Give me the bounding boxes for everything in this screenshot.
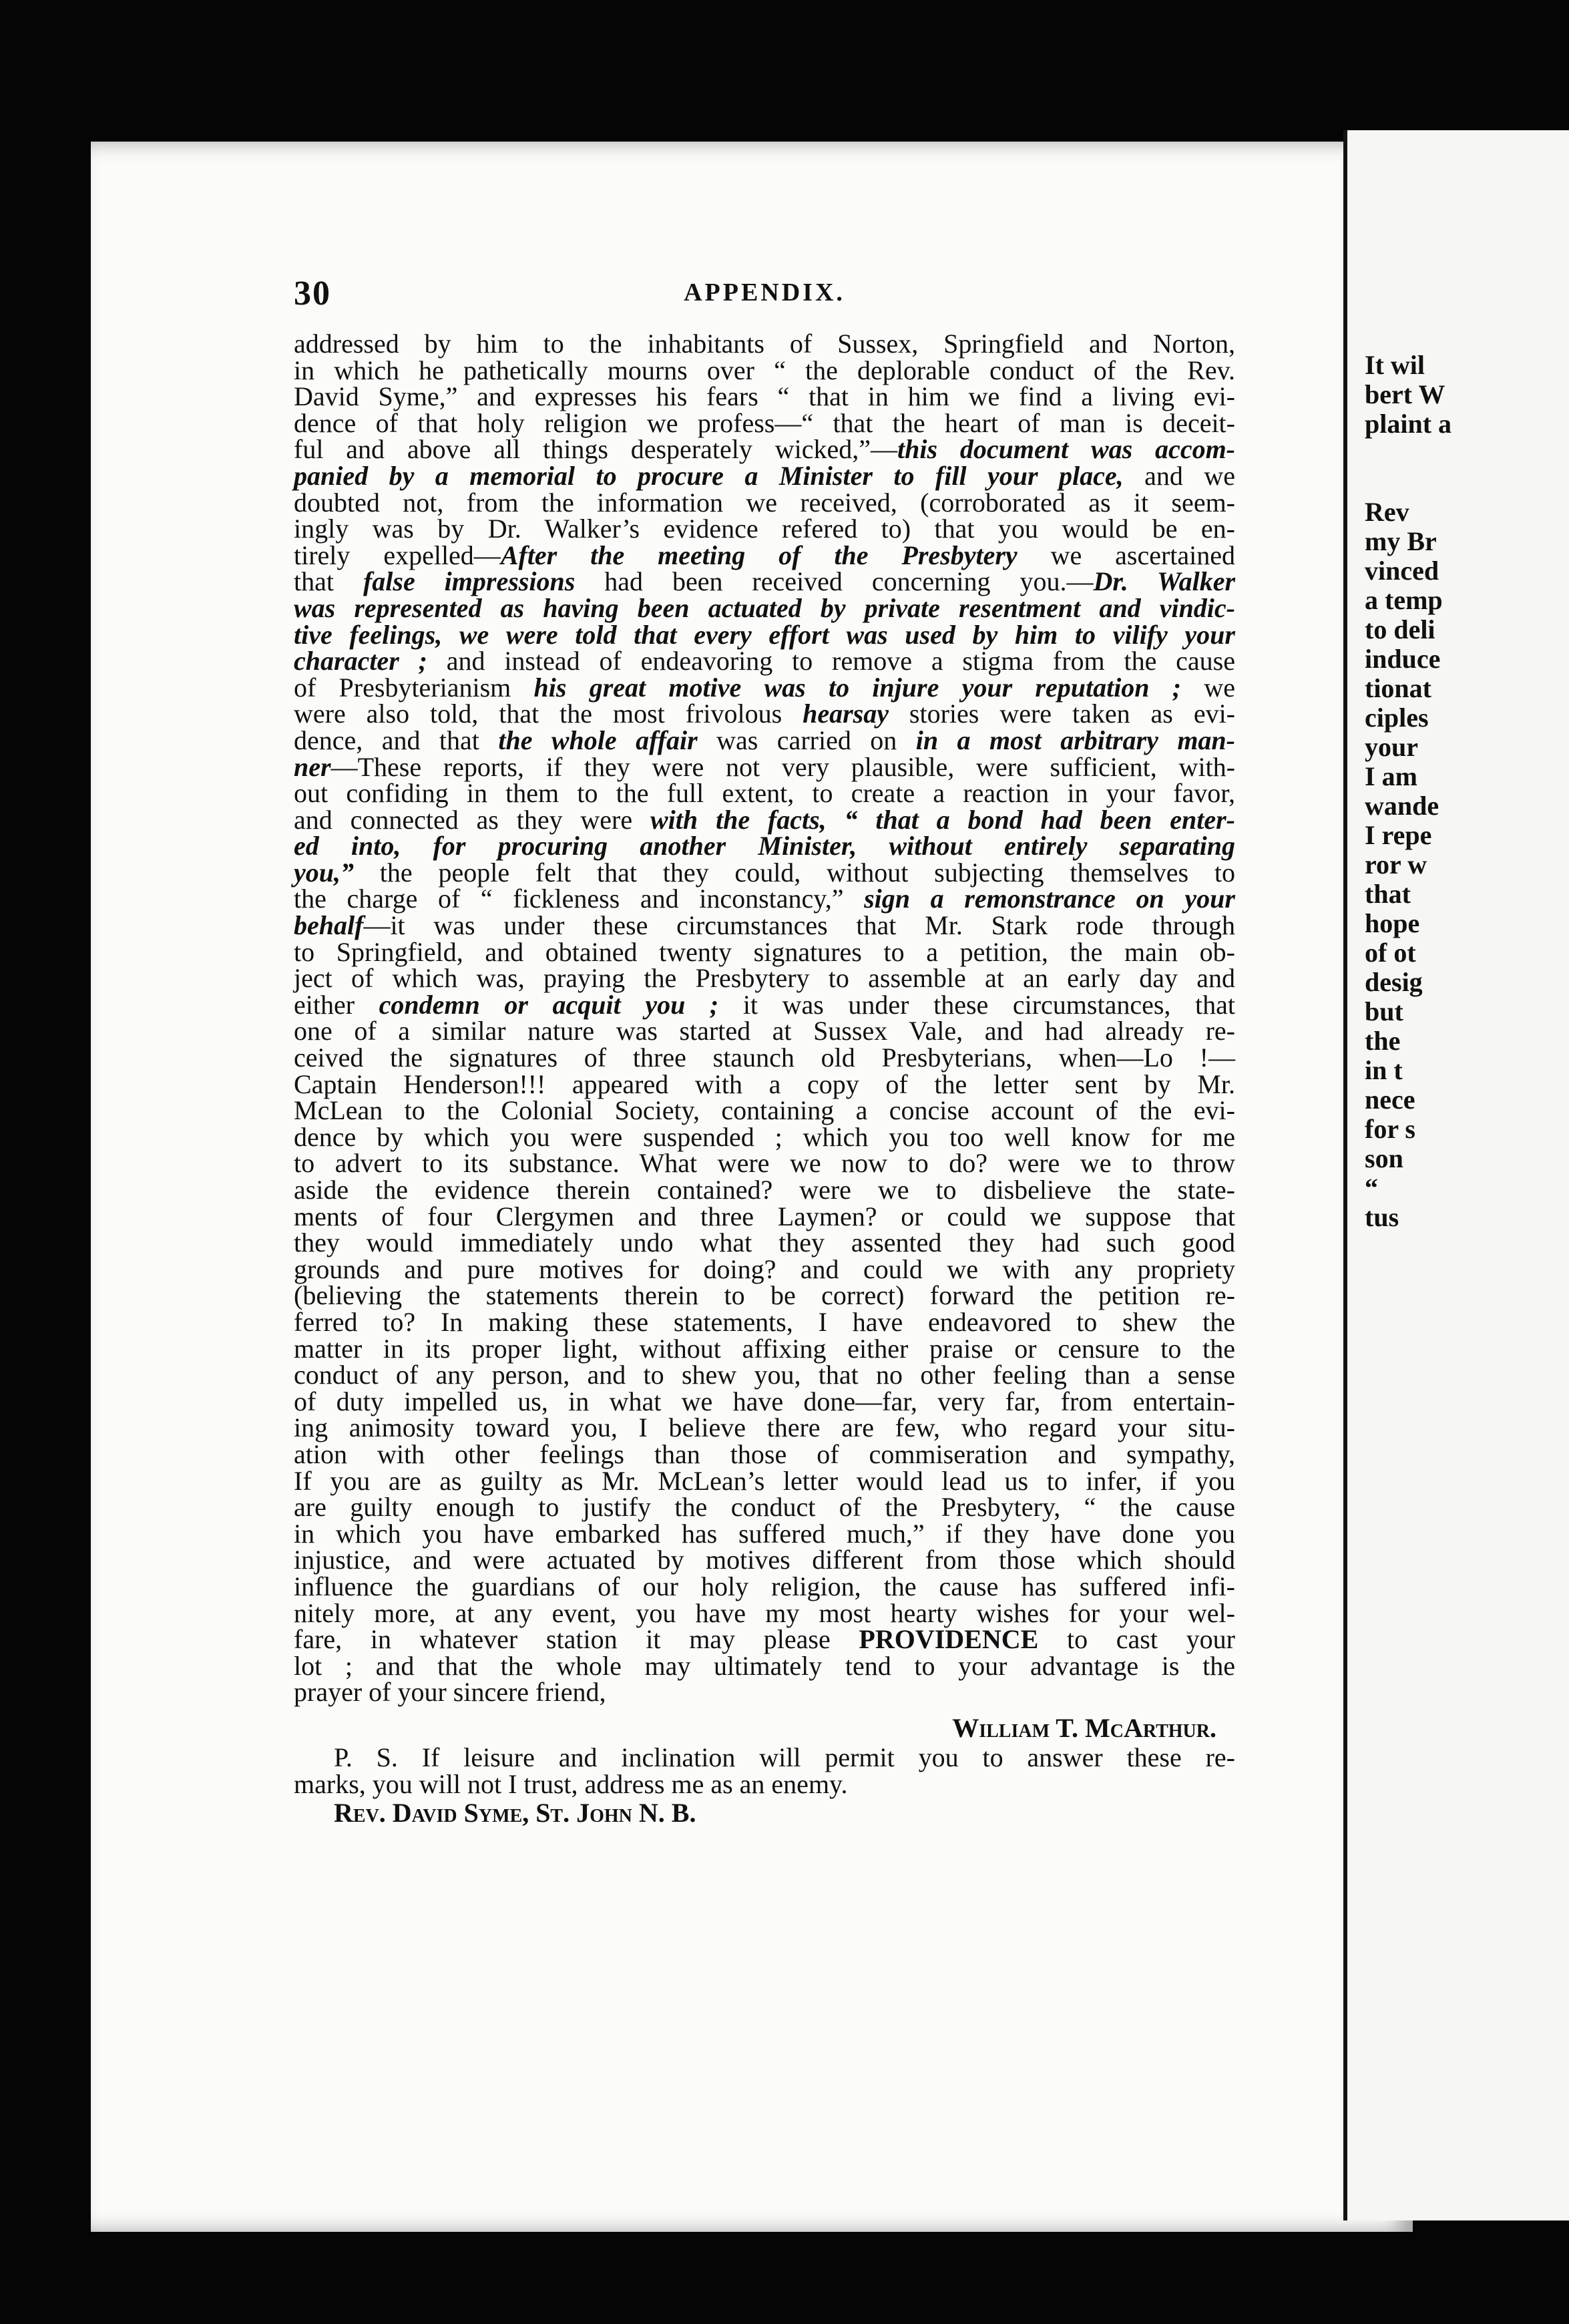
emphasis-text: sign a remonstrance on your <box>864 884 1235 914</box>
text-segment: grounds and pure motives for doing? and could we with any propriety <box>294 1253 1235 1284</box>
text-line <box>294 568 1235 595</box>
text-segment: fare, in whatever station it may please <box>294 1624 859 1655</box>
emphasis-text: tive feelings, we were told that every effort was used by him to vilify your <box>294 619 1235 650</box>
emphasis-text: in a most arbitrary man- <box>915 725 1235 755</box>
body-paragraph <box>294 331 1235 1706</box>
text-line <box>294 436 1235 463</box>
text-line <box>294 859 1235 886</box>
text-line <box>294 1414 1235 1441</box>
text-segment: that <box>294 566 363 597</box>
text-segment: ject of which was, praying the Presbytery to assemble at an early day and <box>294 963 1235 994</box>
text-line <box>294 357 1235 384</box>
text-line <box>294 1597 1235 1628</box>
text-line <box>294 1547 1235 1573</box>
emphasis-text: ed into, for procuring another Minister, without entirely separating <box>294 831 1235 861</box>
facing-page-line: vinced <box>1365 556 1439 586</box>
text-line <box>294 487 1235 518</box>
text-segment: doubted not, from the information we received, (corroborated as it seem- <box>294 487 1235 518</box>
text-line <box>294 1573 1235 1600</box>
text-segment: in which he pathetically mourns over “ the deplorable conduct of the Rev. <box>294 355 1235 385</box>
facing-page-line: “ <box>1365 1173 1378 1203</box>
text-segment: lot ; and that the whole may ultimately tend to your advantage is the <box>294 1650 1235 1681</box>
facing-page-line: of ot <box>1365 938 1416 968</box>
bold-text: PROVIDENCE <box>859 1624 1039 1655</box>
page-header <box>294 274 1235 314</box>
text-segment: they would immediately undo what they assented they had such good <box>294 1227 1235 1258</box>
text-line <box>294 1097 1235 1124</box>
facing-page-line: but <box>1365 996 1403 1026</box>
text-segment: to advert to its substance. What were we now to do? were we to throw <box>294 1148 1235 1179</box>
text-line <box>294 674 1235 701</box>
text-line <box>294 592 1235 623</box>
text-segment: —it was under these circumstances that Mr. Stark rode through <box>363 910 1235 941</box>
text-segment: ation with other feelings than those of commiseration and sympathy, <box>294 1438 1235 1469</box>
text-line <box>294 780 1235 807</box>
text-segment: aside the evidence therein contained? were we to disbelieve the state- <box>294 1175 1235 1205</box>
facing-page-line: Rev <box>1365 497 1409 527</box>
text-segment: injustice, and were actuated by motives different from those which should <box>294 1545 1235 1575</box>
text-segment: of duty impelled us, in what we have done—far, very far, from entertain- <box>294 1386 1235 1416</box>
text-line <box>294 516 1235 542</box>
text-line <box>294 1253 1235 1284</box>
emphasis-text: After the meeting of the Presbytery <box>500 540 1018 570</box>
text-segment: influence the guardians of our holy religion, the cause has suffered infi- <box>294 1571 1235 1601</box>
text-segment: tirely expelled— <box>294 540 501 570</box>
emphasis-text: his great motive was to injure your reputation ; <box>533 672 1182 703</box>
facing-page-line: in t <box>1365 1055 1403 1085</box>
text-segment: ments of four Clergymen and three Laymen? or could we suppose that <box>294 1201 1235 1231</box>
text-line <box>294 619 1235 650</box>
text-segment: ful and above all things desperately wicked,”— <box>294 434 897 465</box>
text-line <box>294 965 1235 992</box>
text-segment: are guilty enough to justify the conduct of the Presbytery, “ the cause <box>294 1492 1235 1523</box>
text-line <box>294 936 1235 967</box>
facing-page-line: wande <box>1365 791 1439 821</box>
emphasis-text: ner <box>294 751 331 782</box>
facing-page-line: son <box>1365 1143 1403 1173</box>
text-line <box>294 1044 1235 1071</box>
text-line <box>294 912 1235 939</box>
text-segment: prayer of your sincere friend, <box>294 1677 606 1708</box>
emphasis-text: this document was accom- <box>897 434 1236 465</box>
postscript-line-1: P. S. If leisure and inclination will permit you to answer these re- <box>334 1742 1235 1772</box>
text-segment: to Springfield, and obtained twenty signatures to a petition, the main ob- <box>294 936 1235 967</box>
facing-page-line: tionat <box>1365 673 1431 703</box>
text-segment: stories were taken as evi- <box>888 699 1236 729</box>
addressee: Rev. David Syme, St. John N. B. <box>334 1797 696 1828</box>
facing-page-line: your <box>1365 732 1418 762</box>
text-line <box>294 1282 1235 1309</box>
text-segment: and we <box>1123 460 1235 491</box>
text-segment: If you are as guilty as Mr. McLean’s letter would lead us to infer, if you <box>294 1465 1235 1496</box>
facing-page-line: desig <box>1365 967 1423 997</box>
text-segment: David Syme,” and expresses his fears “ that in him we find a living evi- <box>294 381 1235 412</box>
emphasis-text: false impressions <box>363 566 576 597</box>
facing-page-line: tus <box>1365 1202 1399 1232</box>
text-segment: we <box>1181 672 1236 703</box>
text-segment: ing animosity toward you, I believe there are few, who regard your situ- <box>294 1412 1235 1443</box>
text-segment: out confiding in them to the full extent, to create a reaction in your favor, <box>294 778 1235 809</box>
facing-page-line: ciples <box>1365 703 1429 733</box>
text-segment: and connected as they were <box>294 804 650 835</box>
facing-page-text <box>1365 351 1451 1232</box>
text-segment: ingly was by Dr. Walker’s evidence refered to) that you would be en- <box>294 514 1235 544</box>
facing-page-line <box>1365 468 1451 498</box>
facing-page-line: the <box>1365 1026 1401 1056</box>
text-segment: were also told, that the most frivolous <box>294 699 803 729</box>
text-segment: of Presbyterianism <box>294 672 534 703</box>
emphasis-text: with the facts, “ that a bond had been enter- <box>650 804 1235 835</box>
text-line <box>294 804 1235 835</box>
text-line <box>294 1177 1235 1203</box>
text-segment: conduct of any person, and to shew you, that no other feeling than a sense <box>294 1360 1235 1390</box>
facing-page-line: that <box>1365 879 1411 909</box>
text-line <box>294 460 1235 491</box>
postscript-line-2: marks, you will not I trust, address me as an enemy. <box>294 1768 848 1799</box>
text-line <box>294 833 1235 859</box>
text-segment: one of a similar nature was started at Sussex Vale, and had already re- <box>294 1016 1235 1046</box>
text-line <box>294 648 1235 674</box>
facing-page <box>1343 130 1569 2220</box>
text-segment: (believing the statements therein to be correct) forward the petition re- <box>294 1280 1235 1311</box>
facing-page-line: ror w <box>1365 849 1427 880</box>
text-line <box>294 383 1235 410</box>
facing-page-line: It wil <box>1365 350 1425 380</box>
facing-page-line: nece <box>1365 1085 1415 1115</box>
facing-page-line: to deli <box>1365 614 1435 644</box>
text-segment: was carried on <box>697 725 916 755</box>
facing-page-line: plaint a <box>1365 409 1452 439</box>
text-segment: either <box>294 989 379 1020</box>
text-segment: Captain Henderson!!! appeared with a copy of the letter sent by Mr. <box>294 1069 1235 1099</box>
text-segment: had been received concerning you.— <box>575 566 1094 597</box>
signature: William T. McArthur. <box>952 1712 1216 1743</box>
facing-page-line: I repe <box>1365 820 1432 850</box>
text-segment: dence by which you were suspended ; which you too well know for me <box>294 1121 1235 1152</box>
text-segment: it was under these circumstances, that <box>718 989 1235 1020</box>
facing-page-line: a temp <box>1365 585 1443 615</box>
text-segment: to cast your <box>1038 1624 1235 1655</box>
letter-body <box>294 331 1235 1828</box>
emphasis-text: behalf <box>294 910 364 941</box>
text-line <box>294 1203 1235 1230</box>
text-segment: in which you have embarked has suffered much,” if they have done you <box>294 1518 1235 1549</box>
text-segment: ferred to? In making these statements, I have endeavored to shew the <box>294 1306 1235 1337</box>
text-segment: nitely more, at any event, you have my most hearty wishes for your wel- <box>294 1597 1235 1628</box>
facing-page-line <box>1365 439 1451 468</box>
facing-page-line: bert W <box>1365 379 1445 409</box>
emphasis-text: Dr. Walker <box>1093 566 1236 597</box>
text-segment: we ascertained <box>1017 540 1235 570</box>
text-line <box>294 1438 1235 1469</box>
text-line <box>294 407 1235 438</box>
text-line <box>294 989 1235 1020</box>
text-line <box>294 1018 1235 1044</box>
facing-page-line: for s <box>1365 1114 1415 1144</box>
text-segment: addressed by him to the inhabitants of Sussex, Springfield and Norton, <box>294 329 1235 359</box>
text-segment: —These reports, if they were not very plausible, were sufficient, with- <box>330 751 1235 782</box>
text-line <box>294 1150 1235 1177</box>
facing-page-line: induce <box>1365 644 1441 674</box>
text-segment: the charge of “ fickleness and inconstancy,” <box>294 884 865 914</box>
text-line <box>294 1388 1235 1415</box>
text-line <box>294 701 1235 727</box>
text-segment: dence, and that <box>294 725 499 755</box>
facing-page-line: hope <box>1365 908 1420 938</box>
text-line <box>294 1121 1235 1152</box>
text-line <box>294 1518 1235 1549</box>
facing-page-line: I am <box>1365 761 1417 791</box>
emphasis-text: character ; <box>294 646 427 676</box>
running-head: APPENDIX. <box>684 278 845 307</box>
emphasis-text: was represented as having been actuated by private resentment and vindic- <box>294 592 1235 623</box>
text-line <box>294 331 1235 357</box>
text-line <box>294 1333 1235 1364</box>
emphasis-text: panied by a memorial to procure a Minister to fill your place, <box>294 460 1124 491</box>
text-line <box>294 1465 1235 1496</box>
text-line <box>294 542 1235 569</box>
emphasis-text: condemn or acquit you ; <box>379 989 719 1020</box>
emphasis-text: you,” <box>294 857 354 888</box>
text-segment: and instead of endeavoring to remove a stigma from the cause <box>427 646 1235 676</box>
text-line <box>294 1679 1235 1706</box>
text-segment: dence of that holy religion we profess—“ that the heart of man is deceit- <box>294 407 1235 438</box>
text-line <box>294 727 1235 754</box>
text-line <box>294 1650 1235 1681</box>
text-line <box>294 1071 1235 1098</box>
emphasis-text: the whole affair <box>498 725 698 755</box>
text-line <box>294 1306 1235 1337</box>
facing-page-line: my Br <box>1365 526 1437 556</box>
text-segment: matter in its proper light, without affixing either praise or censure to the <box>294 1333 1235 1364</box>
text-line <box>294 1362 1235 1388</box>
text-segment: ceived the signatures of three staunch old Presbyterians, when—Lo !— <box>294 1042 1235 1073</box>
text-line <box>294 886 1235 912</box>
text-line <box>294 1494 1235 1521</box>
text-segment: the people felt that they could, without subjecting themselves to <box>354 857 1235 888</box>
text-line <box>294 1229 1235 1256</box>
text-line <box>294 751 1235 782</box>
text-segment: McLean to the Colonial Society, containing a concise account of the evi- <box>294 1095 1235 1126</box>
text-line <box>294 1626 1235 1653</box>
page-number: 30 <box>294 274 331 313</box>
emphasis-text: hearsay <box>803 699 889 729</box>
